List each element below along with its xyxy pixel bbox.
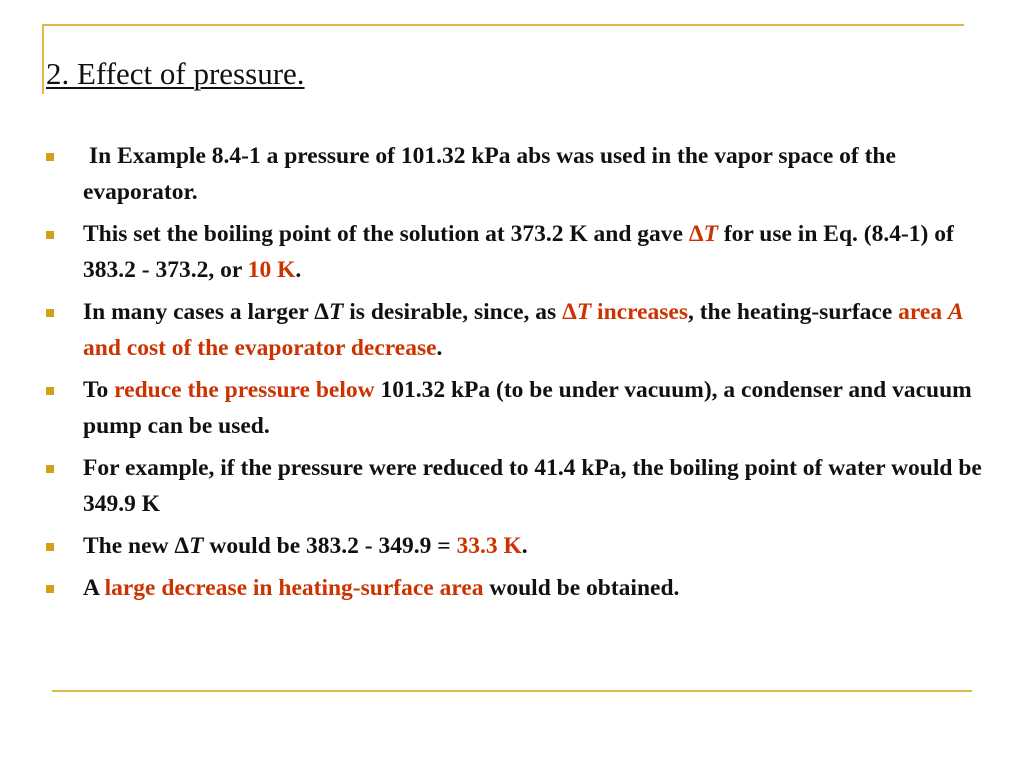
bullet-item-3 bbox=[44, 294, 1004, 366]
delta-t-symbol: ΔT bbox=[688, 221, 718, 247]
square-bullet-icon bbox=[46, 309, 54, 317]
highlight-value: 10 K bbox=[247, 257, 296, 283]
bullet-item-6 bbox=[44, 528, 1004, 564]
bullet-item-5 bbox=[44, 450, 1004, 522]
bullet-text: For example, if the pressure were reduced to 41.4 kPa, the boiling point of water would be 349.9 K bbox=[83, 455, 982, 517]
square-bullet-icon bbox=[46, 585, 54, 593]
bullet-item-4 bbox=[44, 372, 1004, 444]
square-bullet-icon bbox=[46, 153, 54, 161]
highlight-phrase: large decrease in heating-surface area bbox=[104, 575, 484, 601]
bottom-rule bbox=[52, 690, 972, 692]
bullet-text: The new ΔT would be 383.2 - 349.9 = 33.3 K. bbox=[83, 533, 528, 559]
square-bullet-icon bbox=[46, 465, 54, 473]
highlight-area-cost: area A and cost of the evaporator decrease bbox=[83, 299, 964, 361]
slide-title: 2. Effect of pressure. bbox=[46, 56, 305, 91]
bullet-text: In many cases a larger ΔT is desirable, since, as ΔT increases, the heating-surface area A and cost of the evaporator decrease. bbox=[83, 299, 964, 361]
bullet-text: To reduce the pressure below 101.32 kPa (to be under vacuum), a condenser and vacuum pump can be used. bbox=[83, 377, 972, 439]
bullet-list bbox=[44, 138, 1004, 612]
square-bullet-icon bbox=[46, 231, 54, 239]
bullet-item-1 bbox=[44, 138, 1004, 210]
bullet-text: This set the boiling point of the solution at 373.2 K and gave ΔT for use in Eq. (8.4-1) of 383.2 - 373.2, or 10 K. bbox=[83, 221, 954, 283]
bullet-text: In Example 8.4-1 a pressure of 101.32 kPa abs was used in the vapor space of the evaporator. bbox=[83, 143, 896, 205]
highlight-value: 33.3 K bbox=[456, 533, 522, 559]
highlight-phrase: reduce the pressure below bbox=[114, 377, 375, 403]
square-bullet-icon bbox=[46, 543, 54, 551]
left-rule bbox=[42, 24, 44, 94]
bullet-item-2 bbox=[44, 216, 1004, 288]
bullet-item-7 bbox=[44, 570, 1004, 606]
square-bullet-icon bbox=[46, 387, 54, 395]
bullet-text: A large decrease in heating-surface area would be obtained. bbox=[83, 575, 680, 601]
top-rule bbox=[42, 24, 964, 26]
delta-t-increases: ΔT increases bbox=[562, 299, 688, 325]
